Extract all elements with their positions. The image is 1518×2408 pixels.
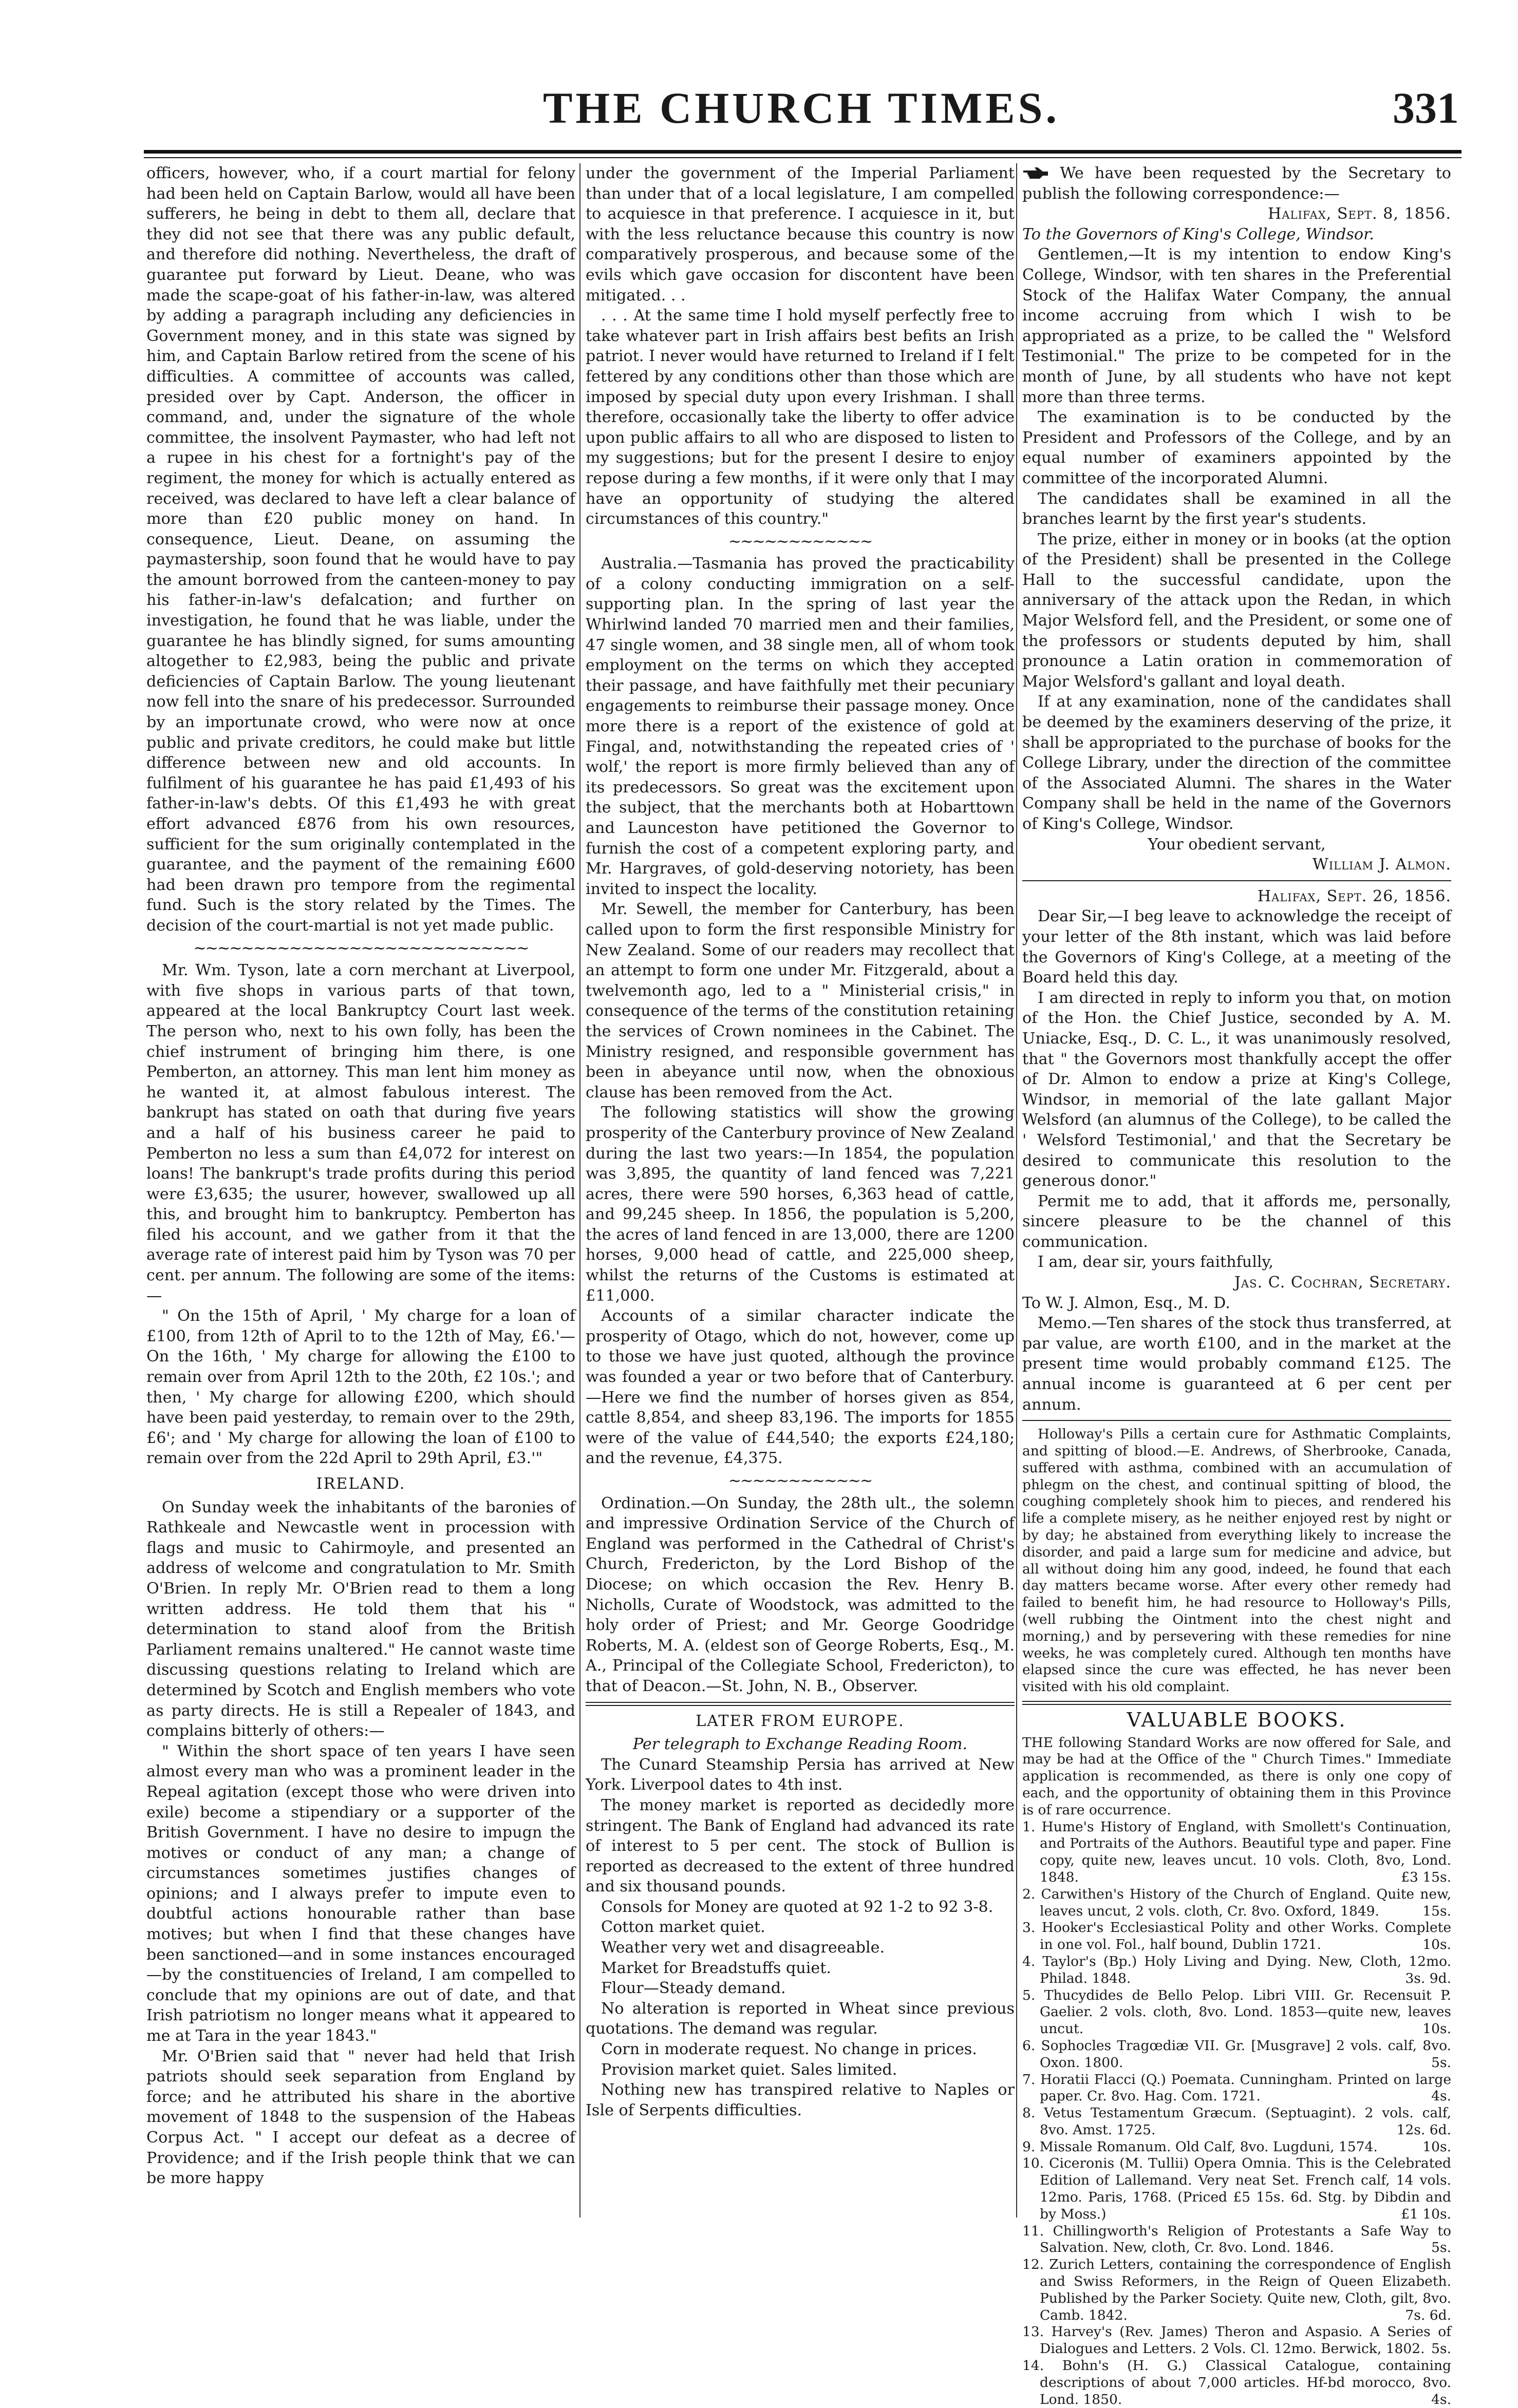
book-description: 11. Chillingworth's Religion of Protestants a Safe Way to Salvation. New, cloth, Cr. 8vo. Lond. 1846.: [1022, 2223, 1451, 2256]
book-price: 10s.: [1422, 2138, 1451, 2155]
book-description: 3. Hooker's Ecclesiastical Polity and other Works. Complete in one vol. Fol., half bound, Dublin 1721.: [1022, 1920, 1451, 1953]
book-list-item: [1022, 2072, 1451, 2106]
news-item: Consols for Money are quoted at 92 1-2 to 92 3-8.: [601, 1898, 994, 1916]
article-paragraph: On Sunday week the inhabitants of the baronies of Rathkeale and Newcastle went in procession with flags and music to Cahirmoyle, and presented an address of welcome and congratulation to Mr. Smith O'Brien. In reply Mr. O'Brien read to them a long written address. He told them that his " determination to stand aloof from the British Parliament remains unaltered." He cannot waste time discussing questions relating to Ireland which are determined by Scotch and English members who vote as party directs. He is still a Repealer of 1843, and complains bitterly of others:—: [146, 1498, 575, 1740]
article-paragraph: officers, however, who, if a court martial for felony had been held on Captain Barlow, would all have been sufferers, he being in debt to them all, declare that they did not see that there was any public default, and therefore did nothing. Nevertheless, the draft of guarantee put forward by Lieut. Deane, who was made the scape-goat of his father-in-law, was altered by adding a paragraph including any deficiencies in Government money, and in this state was signed by him, and Captain Barlow retired from the scene of his difficulties. A committee of accounts was called, presided over by Capt. Anderson, the officer in command, and, under the signature of the whole committee, the insolvent Paymaster, who had left not a rupee in his chest for a fortnight's pay of the regiment, the money for which is actually entered as received, was declared to have left a clear balance of more than £20 public money on hand. In consequence, Lieut. Deane, on assuming the paymastership, soon found that he would have to pay the amount borrowed from the canteen-money to pay his father-in-law's defalcation; and further on investigation, he found that he was liable, under the guarantee he has blindly signed, for sums amounting altogether to £2,983, being the public and private deficiencies of Captain Barlow. The young lieutenant now fell into the snare of his predecessor. Surrounded by an importunate crowd, who were now at once public and private creditors, he could make but little difference between new and old accounts. In fulfilment of his guarantee he has paid £1,493 of his father-in-law's debts. Of this £1,493 he with great effort advanced £876 from his own resources, sufficient for the sum originally contemplated in the guarantee, and the payment of the remaining £600 had been drawn pro tempore from the regimental fund. Such is the story related by the Times. The decision of the court-martial is not yet made public.: [146, 164, 575, 935]
book-list-item: [1022, 1819, 1451, 1886]
books-intro: THE following Standard Works are now offered for Sale, and may be had at the Office of the " Church Times." Immediate application is recommended, as there is only one copy of each, and the opportunity of obtaining them in this Province is of rare occurrence.: [1022, 1734, 1451, 1818]
book-price: 10s.: [1422, 2021, 1451, 2037]
article-paragraph: under the government of the Imperial Parliament than under that of a local legislature, I am compelled to acquiesce in that preference. I acquiesce in it, but with the less reluctance because this country is now comparatively prosperous, and because some of the evils which gave occasion for discontent have been mitigated. . .: [586, 164, 1015, 305]
book-list-item: [1022, 1886, 1451, 1920]
book-list-item: [1022, 2223, 1451, 2257]
section-heading: IRELAND.: [316, 1475, 406, 1493]
section-rule: [586, 1702, 1015, 1706]
book-description: 8. Vetus Testamentum Græcum. (Septuagint). 2 vols. calf, 8vo. Amst. 1725.: [1022, 2105, 1451, 2138]
news-item: Market for Breadstuffs quiet.: [601, 1959, 832, 1977]
pointing-hand-icon: [1022, 166, 1049, 180]
book-description: 9. Missale Romanum. Old Calf, 8vo. Lugduni, 1574.: [1022, 2138, 1378, 2155]
news-item: Flour—Steady demand.: [601, 1979, 786, 1998]
book-description: 7. Horatii Flacci (Q.) Poemata. Cunningham. Printed on large paper. Cr. 8vo. Hag. Com. 1721.: [1022, 2071, 1451, 2104]
book-price: £3 15s.: [1401, 1869, 1451, 1885]
book-price: 10s.: [1422, 1937, 1451, 1953]
book-list-item: [1022, 1987, 1451, 2038]
newspaper-title: THE CHURCH TIMES.: [543, 83, 1060, 132]
column-3: [1022, 163, 1451, 2407]
notice-text: We have been requested by the Secretary to publish the following correspondence:—: [1022, 164, 1451, 203]
section-subheading: Per telegraph to Exchange Reading Room.: [632, 1735, 968, 1754]
book-price: 5s.: [1431, 2054, 1451, 2071]
book-list-item: [1022, 1920, 1451, 1954]
section-rule: [1022, 880, 1451, 881]
news-item: Corn in moderate request. No change in prices.: [601, 2040, 977, 2059]
book-price: 3s. 9d.: [1405, 1970, 1451, 1986]
book-list-item: [1022, 2358, 1451, 2408]
book-description: 2. Carwithen's History of the Church of England. Quite new, leaves uncut, 2 vols. cloth, Cr. 8vo. Oxford, 1849.: [1022, 1886, 1451, 1919]
article-paragraph: Australia.—Tasmania has proved the practicability of a colony conducting immigration on a self-supporting plan. In the spring of last year the Whirlwind landed 70 married men and their families, 47 single women, and 38 single men, all of whom took employment on the terms on which they accepted their passage, and have faithfully met their pecuniary engagements to reimburse their passage money. Once more there is a report of the existence of gold at Fingal, and, notwithstanding the repeated cries of ' wolf,' the report is more firmly believed than any of its predecessors. So great was the excitement upon the subject, that the merchants both at Hobarttown and Launceston have petitioned the Governor to furnish the cost of a competent exploring party, and Mr. Hargraves, of gold-deserving notoriety, has been invited to inspect the locality.: [586, 555, 1015, 898]
letter-signature: Jas. C. Cochran, Secretary.: [1234, 1274, 1451, 1292]
masthead-rule: [144, 150, 1461, 154]
book-price: 15s.: [1422, 1903, 1451, 1919]
section-rule: [1022, 1420, 1451, 1421]
letter-date: Halifax, Sept. 26, 1856.: [1257, 887, 1451, 905]
memo-paragraph: Memo.—Ten shares of the stock thus transferred, at par value, are worth £100, and in the market at the present time would probably command £125. The annual income is guaranteed at 6 per cent per annum.: [1022, 1314, 1451, 1414]
masthead-rule-thin: [144, 157, 1461, 158]
section-divider: ~~~~~~~~~~~~: [728, 532, 872, 551]
book-list-item: [1022, 2105, 1451, 2139]
letter-signature: William J. Almon.: [1312, 856, 1451, 874]
news-item: Weather very wet and disagreeable.: [601, 1939, 885, 1957]
column-2: [586, 163, 1015, 2217]
article-paragraph: Mr. Sewell, the member for Canterbury, has been called upon to form the first responsible Ministry for New Zealand. Some of our readers may recollect that an attempt to form one under Mr. Fitzgerald, about a twelvemonth ago, led to a " Ministerial crisis," in consequence of the terms of the constitution retaining the services of Crown nominees in the Cabinet. The Ministry resigned, and responsible government has been in abeyance until now, when the obnoxious clause has been removed from the Act.: [586, 900, 1015, 1102]
article-paragraph: Mr. Wm. Tyson, late a corn merchant at Liverpool, with five shops in various parts of that town, appeared at the local Bankruptcy Court last week. The person who, next to his own folly, has been the chief instrument of bringing him there, is one Pemberton, an attorney. This man lent him money as he wanted it, at almost fabulous interest. The bankrupt has stated on oath that during five years and a half of his business career he paid to Pemberton no less a sum than £4,072 for interest on loans! The bankrupt's trade profits during this period were £3,635; the usurer, however, swallowed up all this, and brought him to bankruptcy. Pemberton has filed his account, and we gather from it that the average rate of interest paid him by Tyson was 70 per cent. per annum. The following are some of the items:—: [146, 961, 575, 1305]
letter-date: Halifax, Sept. 8, 1856.: [1268, 205, 1451, 223]
letter-paragraph: The candidates shall be examined in all the branches learnt by the first year's students.: [1022, 489, 1451, 528]
news-item: Provision market quiet. Sales limited.: [601, 2060, 897, 2079]
page-number: 331: [1393, 83, 1459, 132]
article-quote: " On the 15th of April, ' My charge for a loan of £100, from 12th of April to to the 12th of May, £6.'—On the 16th, ' My charge for allowing the £100 to remain over from April 12th to the 20th, £2 10s.'; and then, ' My charge for allowing £200, which should have been paid yesterday, to remain over to the 29th, £6'; and ' My charge for allowing the loan of £100 to remain over from the 22d April to 29th April, £3.'": [146, 1307, 575, 1468]
book-list-item: [1022, 2257, 1451, 2324]
letter-recipient: To the Governors of King's College, Windsor.: [1022, 225, 1374, 243]
column-1: [146, 163, 575, 2217]
book-description: 1. Hume's History of England, with Smollett's Continuation, and Portraits of the Authors. Beautiful type and paper. Fine copy, quite new, leaves uncut. 10 vols. Cloth, 8vo, Lond. 1848.: [1022, 1818, 1451, 1885]
article-paragraph: Mr. O'Brien said that " never had held that Irish patriots should seek separation from England by force; and he attributed his share in the abortive movement of 1848 to the suspension of the Habeas Corpus Act. " I accept our defeat as a decree of Providence; and if the Irish people think that we can be more happy: [146, 2047, 575, 2188]
section-heading: VALUABLE BOOKS.: [1127, 1708, 1347, 1731]
book-description: 14. Bohn's (H. G.) Classical Catalogue, containing descriptions of about 7,000 articles. Hf-bd morocco, 8vo. Lond. 1850.: [1022, 2358, 1451, 2407]
column-divider: [1016, 163, 1017, 2217]
book-list-item: [1022, 2038, 1451, 2072]
letter-closing: I am, dear sir, yours faithfully,: [1038, 1253, 1274, 1272]
book-list-item: [1022, 2155, 1451, 2223]
news-item: Cotton market quiet.: [601, 1918, 765, 1937]
letter-addressee: To W. J. Almon, Esq., M. D.: [1022, 1294, 1230, 1312]
book-price: 4s.: [1431, 2088, 1451, 2104]
section-rule: [1022, 1701, 1451, 1705]
book-description: 10. Ciceronis (M. Tullii) Opera Omnia. This is the Celebrated Edition of Lallemand. Very neat Set. French calf, 14 vols. 12mo. Paris, 1768. (Priced £5 15s. 6d. Stg. by Dibdin and by Moss.): [1022, 2155, 1451, 2222]
letter-paragraph: The examination is to be conducted by the President and Professors of the College, and by an equal number of examiners appointed by the committee of the incorporated Alumni.: [1022, 408, 1451, 487]
masthead: [144, 82, 1459, 159]
letter-paragraph: Gentlemen,—It is my intention to endow King's College, Windsor, with ten shares in the Preferential Stock of the Halifax Water Company, the annual income accruing from which I wish to be appropriated as a prize, to be called the " Welsford Testimonial." The prize to be competed for in the month of June, by all students who have not kept more than three terms.: [1022, 245, 1451, 406]
book-list-item: [1022, 1954, 1451, 1987]
news-item: Nothing new has transpired relative to Naples or Isle of Serpents difficulties.: [586, 2081, 1015, 2119]
book-price: 7s. 6d.: [1405, 2307, 1451, 2323]
book-price: 12s. 6d.: [1396, 2121, 1451, 2138]
book-description: 4. Taylor's (Bp.) Holy Living and Dying. New, Cloth, 12mo. Philad. 1848.: [1022, 1953, 1451, 1986]
article-paragraph: Accounts of a similar character indicate the prosperity of Otago, which do not, however, come up to those we have just quoted, although the province was founded a year or two before that of Canterbury.—Here we find the number of horses given as 854, cattle 8,854, and sheep 83,196. The imports for 1855 were of the value of £44,540; the exports £24,180; and the revenue, £4,375.: [586, 1307, 1015, 1468]
news-item: No alteration is reported in Wheat since previous quotations. The demand was regular.: [586, 1999, 1015, 2038]
section-divider: ~~~~~~~~~~~~~~~~~~~~~~~~~~~~: [193, 939, 529, 957]
book-list-item: [1022, 2324, 1451, 2358]
letter-paragraph: The prize, either in money or in books (at the option of the President) shall be presented in the College Hall to the successful candidate, upon the anniversary of the attack upon the Redan, in which Major Welsford fell, and the President, or some one of the professors or students deputed by him, shall pronounce a Latin oration in commemoration of Major Welsford's gallant and loyal death.: [1022, 530, 1451, 691]
book-list-item: [1022, 2139, 1451, 2156]
letter-paragraph: If at any examination, none of the candidates shall be deemed by the examiners deserving of the prize, it shall be appropriated to the purchase of books for the College Library, under the direction of the committee of the Associated Alumni. The shares in the Water Company shall be held in the name of the Governors of King's College, Windsor.: [1022, 693, 1451, 833]
section-heading: LATER FROM EUROPE.: [696, 1712, 905, 1730]
book-price: £1 10s.: [1401, 2206, 1451, 2222]
news-item: The Cunard Steamship Persia has arrived at New York. Liverpool dates to 4th inst.: [586, 1755, 1015, 1794]
book-description: 12. Zurich Letters, containing the correspondence of English and Swiss Reformers, in the Reign of Queen Elizabeth. Published by the Parker Society. Quite new, Cloth, gilt, 8vo. Camb. 1842.: [1022, 2257, 1451, 2323]
book-description: 6. Sophocles Tragœdiæ VII. Gr. [Musgrave] 2 vols. calf, 8vo. Oxon. 1800.: [1022, 2037, 1451, 2071]
letter-paragraph: I am directed in reply to inform you that, on motion of the Hon. the Chief Justice, seconded by A. M. Uniacke, Esq., D. C. L., it was unanimously resolved, that " the Governors most thankfully accept the offer of Dr. Almon to endow a prize at King's College, Windsor, in memorial of the late gallant Major Welsford (an alumnus of the College), to be called the ' Welsford Testimonial,' and that the Secretary be desired to communicate this resolution to the generous donor.": [1022, 989, 1451, 1190]
book-price: 4s.: [1431, 2391, 1451, 2407]
article-paragraph: Ordination.—On Sunday, the 28th ult., the solemn and impressive Ordination Service of the Church of England was performed in the Cathedral of Christ's Church, Fredericton, by the Lord Bishop of the Diocese; on which occasion the Rev. Henry B. Nicholls, Curate of Woodstock, was admitted to the holy order of Priest; and Mr. George Goodridge Roberts, M. A. (eldest son of George Roberts, Esq., M. A., Principal of the Collegiate School, Fredericton), to that of Deacon.—St. John, N. B., Observer.: [586, 1494, 1015, 1695]
advertisement-paragraph: Holloway's Pills a certain cure for Asthmatic Complaints, and spitting of blood.—E. Andrews, of Sherbrooke, Canada, suffered with asthma, combined with an accumulation of phlegm on the chest, and continual spitting of blood, the coughing completely shook him to pieces, and rendered his life a complete misery, as he neither enjoyed rest by night or by day; he abstained from everything likely to increase the disorder, and paid a large sum for medicine and advice, but all without doing him any good, indeed, he found that each day matters became worse. After every other remedy had failed to benefit him, he had resource to Holloway's Pills, (well rubbing the Ointment into the chest night and morning,) and by persevering with these remedies for nine weeks, he was completely cured. Although ten months have elapsed since the cure was effected, he has never been visited with his old complaint.: [1022, 1426, 1451, 1695]
article-paragraph: The following statistics will show the growing prosperity of the Canterbury province of New Zealand during the last two years:—In 1854, the population was 3,895, the quantity of land fenced was 7,221 acres, there were 590 horses, 6,363 head of cattle, and 99,245 sheep. In 1856, the population is 5,200, the acres of land fenced in are 13,000, there are 1200 horses, 9,000 head of cattle, and 225,000 sheep, whilst the returns of the Customs is estimated at £11,000.: [586, 1104, 1015, 1305]
books-list: [1022, 1819, 1451, 2408]
article-paragraph: . . . At the same time I hold myself perfectly free to take whatever part in Irish affairs best befits an Irish patriot. I never would have returned to Ireland if I felt fettered by any conditions other than those which are imposed by special duty upon every Irishman. I shall therefore, occasionally take the liberty to offer advice upon public affairs to all who are disposed to listen to my suggestions; but for the present I desire to enjoy repose during a few months, if it were only that I may have an opportunity of studying the altered circumstances of this country.": [586, 307, 1015, 528]
section-divider: ~~~~~~~~~~~~: [728, 1472, 872, 1490]
book-price: 5s.: [1431, 2240, 1451, 2256]
book-price: 5s.: [1431, 2341, 1451, 2357]
letter-closing: Your obedient servant,: [1148, 835, 1326, 854]
letter-paragraph: Dear Sir,—I beg leave to acknowledge the receipt of your letter of the 8th instant, which was laid before the Governors of King's College, at a meeting of the Board held this day.: [1022, 907, 1451, 987]
article-quote: " Within the short space of ten years I have seen almost every man who was a prominent leader in the Repeal agitation (except those who were driven into exile) become a stipendiary or a supporter of the British Government. I have no desire to impugn the motives or conduct of any man; a change of circumstances sometimes justifies changes of opinions; and I always prefer to impute even to doubtful actions honourable rather than base motives; but when I find that these changes have been sanctioned—and in some instances encouraged—by the constituencies of Ireland, I am compelled to conclude that my opinions are out of date, and that Irish patriotism no longer means what it appeared to me at Tara in the year 1843.": [146, 1742, 575, 2045]
column-divider: [579, 163, 580, 2217]
notice-paragraph: [1022, 163, 1451, 204]
news-item: The money market is reported as decidedly more stringent. The Bank of England had advanced its rate of interest to 5 per cent. The stock of Bullion is reported as decreased to the extent of three hundred and six thousand pounds.: [586, 1796, 1015, 1896]
book-description: 5. Thucydides de Bello Pelop. Libri VIII. Gr. Recensuit P. Gaelier. 2 vols. cloth, 8vo. Lond. 1853—quite new, leaves uncut.: [1022, 1987, 1451, 2037]
book-description: 13. Harvey's (Rev. James) Theron and Aspasio. A Series of Dialogues and Letters. 2 Vols. Cl. 12mo. Berwick, 1802.: [1022, 2324, 1451, 2357]
letter-paragraph: Permit me to add, that it affords me, personally, sincere pleasure to be the channel of this communication.: [1022, 1192, 1451, 1251]
